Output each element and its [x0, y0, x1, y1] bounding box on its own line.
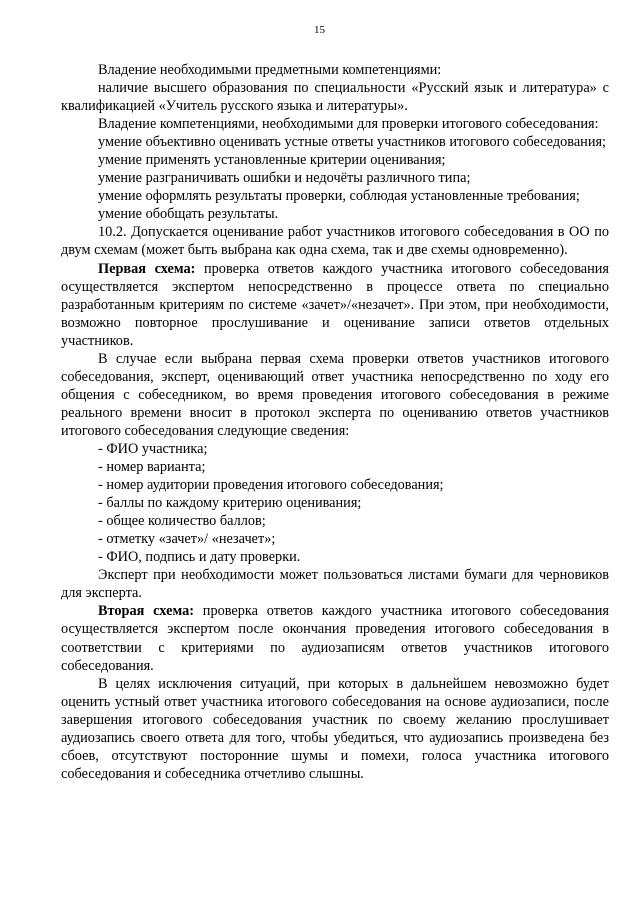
- paragraph-scheme-2-final: В целях исключения ситуаций, при которых в дальнейшем невозможно будет оценить устный ответ участника итогового собеседования на основе аудиозаписи, после завершения итогового собеседования участник по своему желанию прослушивает аудиозапись своего ответа для того, чтобы убедиться, что аудиозапись произведена без сбоев, отсутствуют посторонние шумы и помехи, голоса участника итогового собеседования и собеседника отчетливо слышны.: [61, 675, 609, 782]
- protocol-fields-list: [61, 440, 609, 566]
- list-item: - ФИО участника;: [98, 440, 208, 457]
- paragraph-skill-format-results: умение оформлять результаты проверки, соблюдая установленные требования;: [98, 188, 580, 205]
- scheme-2-text: проверка ответов каждого участника итогового собеседования осуществляется экспертом после окончания проведения итогового собеседования в соответствии с критериями по аудиозаписям ответов участников итогового собеседования.: [61, 603, 609, 674]
- page-number: 15: [314, 24, 325, 36]
- paragraph-higher-education: наличие высшего образования по специальности «Русский язык и литература» с квалификацией «Учитель русского языка и литературы».: [61, 80, 609, 115]
- list-item: - баллы по каждому критерию оценивания;: [98, 495, 362, 512]
- paragraph-skill-objective-assessment: умение объективно оценивать устные ответы участников итогового собеседования;: [98, 134, 607, 151]
- paragraph-scheme-2: [61, 602, 609, 674]
- list-item: - ФИО, подпись и дату проверки.: [98, 549, 301, 566]
- scheme-1-text: проверка ответов каждого участника итогового собеседования осуществляется экспертом непосредственно в процессе ответа по специально разработанным критериям по системе «зачет»/«незачет». При этом, при необходимости, возможно повторное прослушивание и оценивание записи ответов отдельных участников.: [61, 260, 609, 349]
- paragraph-section-10-2: 10.2. Допускается оценивание работ участников итогового собеседования в ОО по двум схемам (может быть выбрана как одна схема, так и две схемы одновременно).: [61, 224, 609, 259]
- paragraph-subject-competencies-heading: Владение необходимыми предметными компетенциями:: [98, 62, 442, 78]
- list-item: - номер варианта;: [98, 459, 206, 476]
- document-body: [61, 61, 609, 783]
- paragraph-skill-distinguish-errors: умение разграничивать ошибки и недочёты различного типа;: [98, 170, 471, 187]
- paragraph-scheme-1-note: Эксперт при необходимости может пользоваться листами бумаги для черновиков для эксперта.: [61, 567, 609, 602]
- list-item: - общее количество баллов;: [98, 513, 266, 530]
- paragraph-verification-competencies-heading: Владение компетенциями, необходимыми для проверки итогового собеседования:: [98, 116, 599, 133]
- list-item: - номер аудитории проведения итогового собеседования;: [98, 477, 444, 494]
- paragraph-skill-apply-criteria: умение применять установленные критерии оценивания;: [98, 152, 446, 169]
- paragraph-scheme-1: [61, 260, 609, 350]
- paragraph-scheme-1-intro: В случае если выбрана первая схема проверки ответов участников итогового собеседования, эксперт, оценивающий ответ участника непосредственно по ходу его общения с собеседником, во время проведения итогового собеседования в режиме реального времени вносит в протокол эксперта по оцениванию ответов участников итогового собеседования следующие сведения:: [61, 350, 609, 439]
- paragraph-skill-summarize-results: умение обобщать результаты.: [98, 206, 279, 223]
- scheme-2-title: Вторая схема:: [98, 603, 194, 620]
- list-item: - отметку «зачет»/ «незачет»;: [98, 531, 276, 548]
- scheme-1-title: Первая схема:: [98, 260, 196, 277]
